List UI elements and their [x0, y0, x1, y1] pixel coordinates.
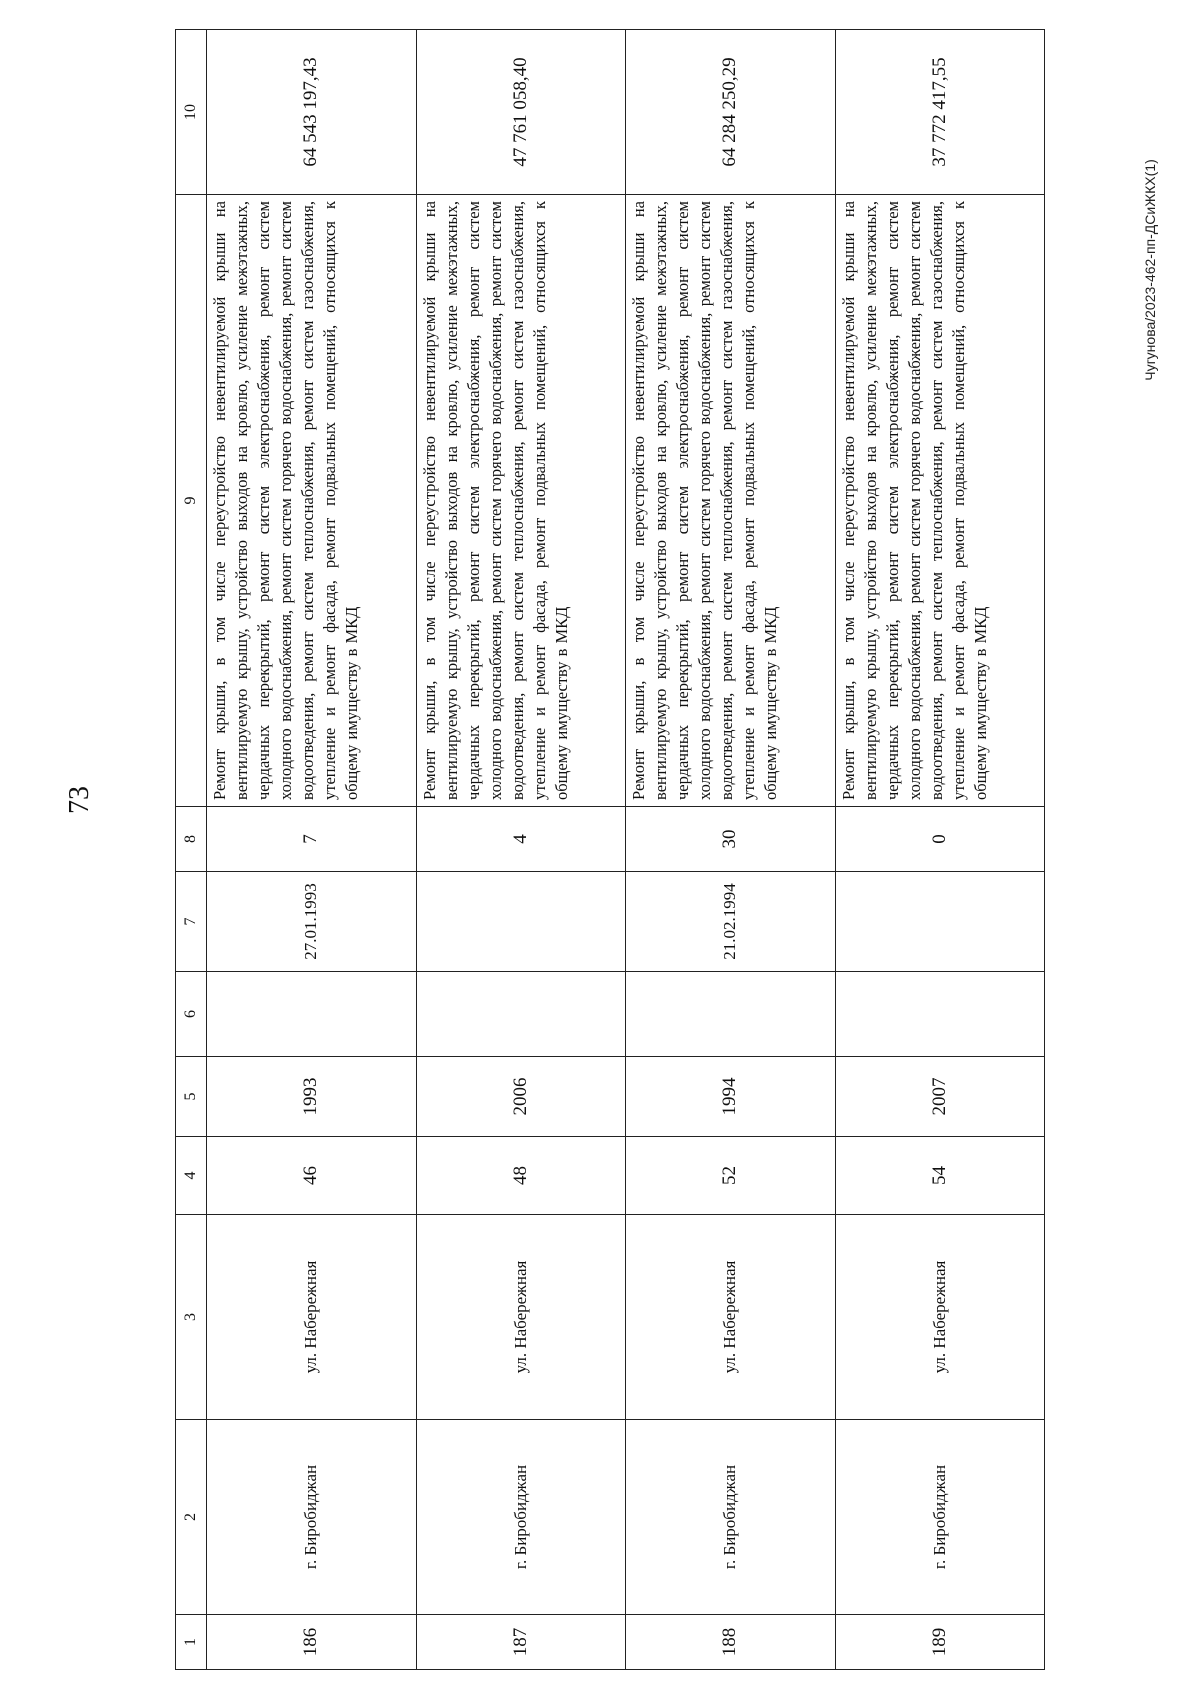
column-number: 5 — [176, 1057, 207, 1137]
year-cell: 1993 — [207, 1057, 417, 1137]
date-cell: 27.01.1993 — [207, 872, 417, 972]
table-row — [835, 30, 1045, 1670]
row-number: 188 — [626, 1615, 836, 1670]
street-cell: ул. Набережная — [835, 1215, 1045, 1420]
col6-cell — [416, 972, 626, 1057]
table-row — [626, 30, 836, 1670]
amount-cell: 37 772 417,55 — [835, 30, 1045, 195]
city-cell: г. Биробиджан — [626, 1420, 836, 1615]
col6-cell — [207, 972, 417, 1057]
amount-cell: 47 761 058,40 — [416, 30, 626, 195]
column-number: 7 — [176, 872, 207, 972]
street-cell: ул. Набережная — [416, 1215, 626, 1420]
count-cell: 4 — [416, 807, 626, 872]
year-cell: 2007 — [835, 1057, 1045, 1137]
house-cell: 52 — [626, 1137, 836, 1215]
date-cell — [416, 872, 626, 972]
column-number: 10 — [176, 30, 207, 195]
column-number: 8 — [176, 807, 207, 872]
city-cell: г. Биробиджан — [416, 1420, 626, 1615]
column-number: 2 — [176, 1420, 207, 1615]
page-number: 73 — [64, 786, 95, 814]
col6-cell — [626, 972, 836, 1057]
works-cell: Ремонт крыши, в том числе переустройство невентилируемой крыши на вентилируемую крышу, устройство выходов на кровлю, усиление межэтажных, чердачных перекрытий, ремонт систем электроснабжения, ремонт систем холодного водоснабжения, ремонт систем горячего водоснабжения, ремонт систем водоотведения, ремонт систем теплоснабжения, ремонт систем газоснабжения, утепление и ремонт фасада, ремонт подвальных помещений, относящихся к общему имуществу в МКД — [835, 195, 1045, 807]
street-cell: ул. Набережная — [207, 1215, 417, 1420]
street-cell: ул. Набережная — [626, 1215, 836, 1420]
amount-cell: 64 543 197,43 — [207, 30, 417, 195]
column-number: 3 — [176, 1215, 207, 1420]
table-container — [175, 30, 1045, 1670]
column-number: 1 — [176, 1615, 207, 1670]
table-row — [207, 30, 417, 1670]
house-cell: 54 — [835, 1137, 1045, 1215]
column-number: 4 — [176, 1137, 207, 1215]
city-cell: г. Биробиджан — [835, 1420, 1045, 1615]
count-cell: 0 — [835, 807, 1045, 872]
year-cell: 2006 — [416, 1057, 626, 1137]
date-cell: 21.02.1994 — [626, 872, 836, 972]
date-cell — [835, 872, 1045, 972]
row-number: 186 — [207, 1615, 417, 1670]
house-cell: 46 — [207, 1137, 417, 1215]
col6-cell — [835, 972, 1045, 1057]
row-number: 189 — [835, 1615, 1045, 1670]
table-row — [416, 30, 626, 1670]
works-cell: Ремонт крыши, в том числе переустройство невентилируемой крыши на вентилируемую крышу, устройство выходов на кровлю, усиление межэтажных, чердачных перекрытий, ремонт систем электроснабжения, ремонт систем холодного водоснабжения, ремонт систем горячего водоснабжения, ремонт систем водоотведения, ремонт систем теплоснабжения, ремонт систем газоснабжения, утепление и ремонт фасада, ремонт подвальных помещений, относящихся к общему имуществу в МКД — [626, 195, 836, 807]
document-code: Чугунова/2023-462-пп-ДСиЖКХ(1) — [1142, 159, 1158, 381]
column-number: 6 — [176, 972, 207, 1057]
works-cell: Ремонт крыши, в том числе переустройство невентилируемой крыши на вентилируемую крышу, устройство выходов на кровлю, усиление межэтажных, чердачных перекрытий, ремонт систем электроснабжения, ремонт систем холодного водоснабжения, ремонт систем горячего водоснабжения, ремонт систем водоотведения, ремонт систем теплоснабжения, ремонт систем газоснабжения, утепление и ремонт фасада, ремонт подвальных помещений, относящихся к общему имуществу в МКД — [416, 195, 626, 807]
works-cell: Ремонт крыши, в том числе переустройство невентилируемой крыши на вентилируемую крышу, устройство выходов на кровлю, усиление межэтажных, чердачных перекрытий, ремонт систем электроснабжения, ремонт систем холодного водоснабжения, ремонт систем горячего водоснабжения, ремонт систем водоотведения, ремонт систем теплоснабжения, ремонт систем газоснабжения, утепление и ремонт фасада, ремонт подвальных помещений, относящихся к общему имуществу в МКД — [207, 195, 417, 807]
column-number: 9 — [176, 195, 207, 807]
row-number: 187 — [416, 1615, 626, 1670]
amount-cell: 64 284 250,29 — [626, 30, 836, 195]
year-cell: 1994 — [626, 1057, 836, 1137]
house-cell: 48 — [416, 1137, 626, 1215]
count-cell: 7 — [207, 807, 417, 872]
count-cell: 30 — [626, 807, 836, 872]
column-number-row — [176, 30, 207, 1670]
city-cell: г. Биробиджан — [207, 1420, 417, 1615]
repair-program-table — [175, 29, 1045, 1670]
